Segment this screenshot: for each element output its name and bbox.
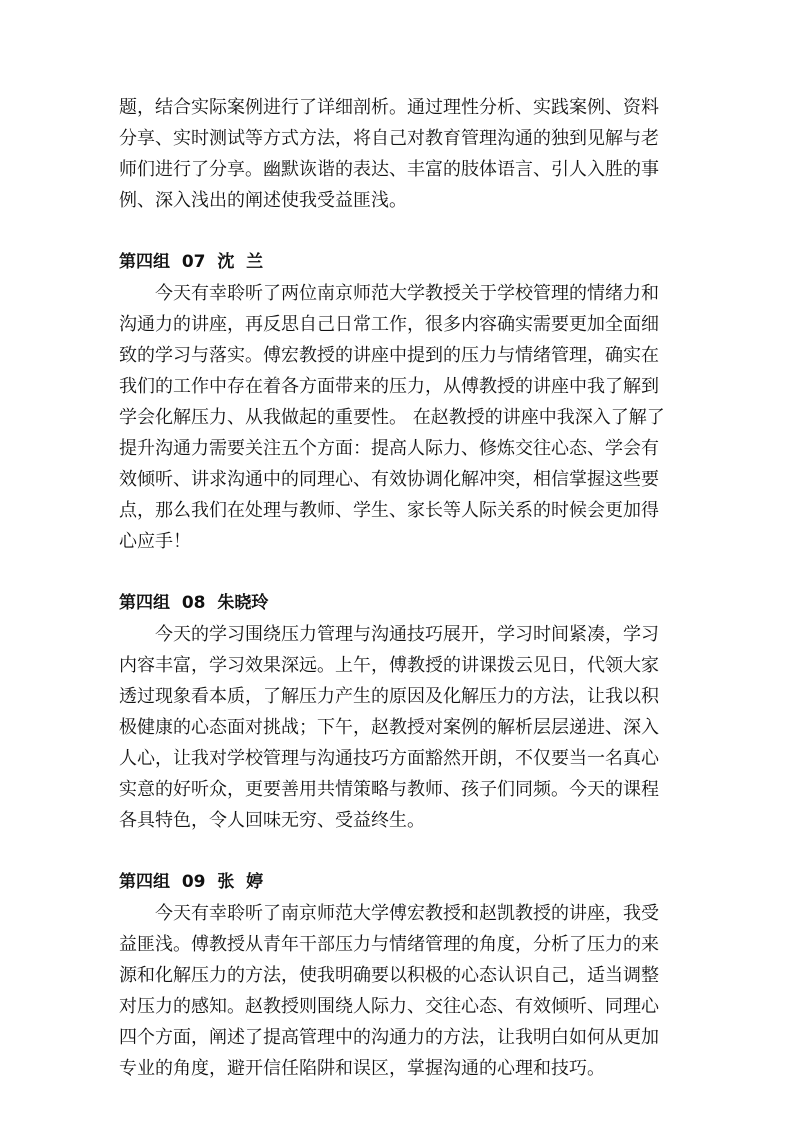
section-heading: 第四组 09 张 婷 — [119, 872, 264, 892]
section-09 — [119, 867, 675, 1084]
section-body: 今天有幸聆听了两位南京师范大学教授关于学校管理的情绪力和沟通力的讲座，再反思自己日常工作，很多内容确实需要更加全面细致的学习与落实。傅宏教授的讲座中提到的压力与情绪管理，确实在我们的工作中存在着各方面带来的压力，从傅教授的讲座中我了解到学会化解压力、从我做起的重要性。 在赵教授的讲座中我深入了解了提升沟通力需要关注五个方面：提高人际力、修炼交往心态、学会有效倾听、讲求沟通中的同理心、有效协调化解冲突，相信掌握这些要点，那么我们在处理与教师、学生、家长等人际关系的时候会更加得心应手！ — [119, 283, 665, 552]
document-page — [119, 92, 675, 1084]
section-07 — [119, 247, 675, 557]
section-08 — [119, 588, 675, 836]
intro-paragraph: 题，结合实际案例进行了详细剖析。通过理性分析、实践案例、资料分享、实时测试等方式方法，将自己对教育管理沟通的独到见解与老师们进行了分享。幽默诙谐的表达、丰富的肢体语言、引人入胜的事例、深入浅出的阐述使我受益匪浅。 — [119, 97, 659, 211]
section-body: 今天的学习围绕压力管理与沟通技巧展开，学习时间紧凑，学习内容丰富，学习效果深远。上午，傅教授的讲课拨云见日，代领大家透过现象看本质，了解压力产生的原因及化解压力的方法，让我以积极健康的心态面对挑战；下午，赵教授对案例的解析层层递进、深入人心，让我对学校管理与沟通技巧方面豁然开朗，不仅要当一名真心实意的好听众，更要善用共情策略与教师、孩子们同频。今天的课程各具特色，令人回味无穷、受益终生。 — [119, 624, 659, 831]
section-heading: 第四组 07 沈 兰 — [119, 252, 264, 272]
section-body: 今天有幸聆听了南京师范大学傅宏教授和赵凯教授的讲座，我受益匪浅。傅教授从青年干部压力与情绪管理的角度，分析了压力的来源和化解压力的方法，使我明确要以积极的心态认识自己，适当调整对压力的感知。赵教授则围绕人际力、交往心态、有效倾听、同理心四个方面，阐述了提高管理中的沟通力的方法，让我明白如何从更加专业的角度，避开信任陷阱和误区，掌握沟通的心理和技巧。 — [119, 903, 659, 1079]
section-heading: 第四组 08 朱晓玲 — [119, 593, 269, 613]
